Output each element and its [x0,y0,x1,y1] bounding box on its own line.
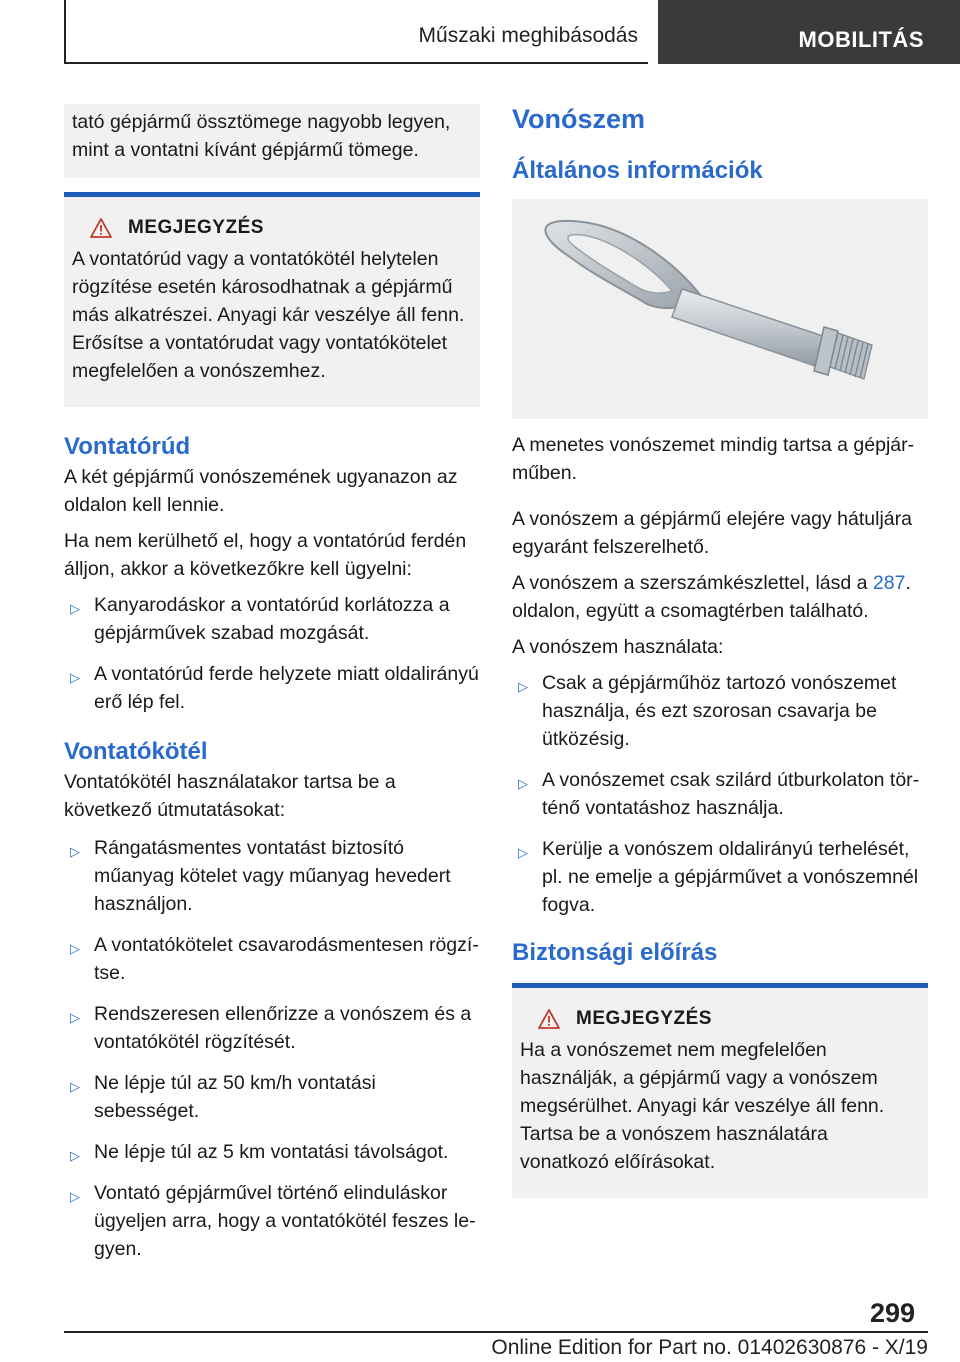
list-item: ▷ A vonószemet csak szilárd útburkolaton történő vontatáshoz használja. [518,769,920,819]
right-column [512,104,928,1198]
list-item: ▷ Kerülje a vonószem oldalirányú terhelését, pl. ne emelje a gépjárművet a vonószemnél fogva. [518,838,919,916]
list-item: ▷ A vontatórúd ferde helyzete miatt oldalirányú erő lép fel. [70,663,479,713]
header-section-title: Műszaki meghibásodás [418,24,638,47]
tow-eye-illustration [512,199,928,419]
bullet-triangle-icon: ▷ [70,941,80,956]
notice-title: MEGJEGYZÉS [72,217,472,239]
list-item: ▷ Ne lépje túl az 50 km/h vontatási sebességet. [70,1072,376,1122]
tow-eye-image [512,199,928,419]
page-number: 299 [870,1298,916,1328]
notice-text: A vontatórúd vagy a vontatókötél helytelen rögzítése esetén károsodhatnak a gépjármű más alkatrészei. Anyagi kár veszélye áll fenn. Erősítse a vontatórudat vagy vontatókötelet megfelelően a vonószemhez. [72,248,465,382]
warning-icon [90,218,112,238]
warning-icon [538,1009,560,1029]
paragraph: A vonószem a szerszámkészlettel, lásd a 287. oldalon, együtt a csomagtérben található. [512,572,911,622]
bullet-triangle-icon: ▷ [518,845,528,860]
list-item: ▷ Rángatásmentes vontatást biztosító műanyag kötelet vagy műanyag hevedert használjon. [70,837,451,915]
list-item: ▷ A vontatókötelet csavarodásmentesen rögzítse. [70,934,479,984]
list-item: ▷ Csak a gépjárműhöz tartozó vonószemet használja, és ezt szorosan csavarja be ütközésig. [518,672,897,750]
header-rule-bottom [64,62,648,64]
image-caption: A menetes vonószemet mindig tartsa a gépjárműben. [512,434,915,484]
notice-box-tow-eye [512,983,928,1198]
heading-vontatokotel: Vontatókötél [64,738,208,765]
heading-general-info: Általános információk [512,157,763,184]
header-rule-left [64,0,66,64]
page-reference-link[interactable]: 287 [872,572,906,594]
notice-title: MEGJEGYZÉS [520,1008,920,1030]
page-title-vonoszem: Vonószem [512,104,646,134]
bullet-triangle-icon: ▷ [70,601,80,616]
paragraph: Ha nem kerülhető el, hogy a vontatórúd ferdén álljon, akkor a következőkre kell ügyelni: [64,530,467,580]
paragraph: A vonószem a gépjármű elejére vagy hátuljára egyaránt felszerelhető. [512,508,912,558]
bullet-triangle-icon: ▷ [70,670,80,685]
list-item: ▷ Kanyarodáskor a vontatórúd korlátozza a gépjárművek szabad mozgását. [70,594,450,644]
paragraph: A vonószem használata: [512,636,724,658]
bullet-triangle-icon: ▷ [70,1148,80,1163]
footer-edition: Online Edition for Part no. 01402630876 - X/19 [491,1336,928,1359]
heading-vontatorud: Vontatórúd [64,433,191,460]
intro-box [64,104,480,178]
paragraph: A két gépjármű vonószemének ugyanazon az oldalon kell lennie. [64,466,458,516]
list-item: ▷ Rendszeresen ellenőrizze a vonószem és a vontatókötél rögzítését. [70,1003,472,1053]
list-item: ▷ Vontató gépjárművel történő elinduláskor ügyeljen arra, hogy a vontatókötél feszes legyen. [70,1182,476,1260]
bullet-triangle-icon: ▷ [518,776,528,791]
bullet-list-vontatorud [64,591,480,716]
bullet-triangle-icon: ▷ [70,844,80,859]
bullet-triangle-icon: ▷ [70,1079,80,1094]
heading-safety: Biztonsági előírás [512,939,718,966]
notice-box-towbar [64,192,480,407]
notice-text: Ha a vonószemet nem megfelelően használják, a gépjármű vagy a vonószem megsérülhet. Anyagi kár veszélye áll fenn. Tartsa be a vonószem használatára vonatkozó előírásokat. [520,1039,885,1173]
chapter-tab-label: MOBILITÁS [798,27,924,52]
bullet-triangle-icon: ▷ [70,1010,80,1025]
footer-rule [64,1331,928,1333]
paragraph: Vontatókötél használatakor tartsa be a következő útmutatásokat: [64,771,396,821]
intro-text: tató gépjármű össztömege nagyobb legyen, mint a vontatni kívánt gépjármű tömege. [72,111,451,161]
bullet-list-usage [512,669,928,919]
bullet-triangle-icon: ▷ [518,679,528,694]
list-item: ▷ Ne lépje túl az 5 km vontatási távolságot. [64,1138,480,1166]
bullet-list-vontatokotel [64,834,480,1263]
chapter-tab[interactable] [658,0,960,64]
left-column [64,104,480,1276]
bullet-triangle-icon: ▷ [70,1189,80,1204]
